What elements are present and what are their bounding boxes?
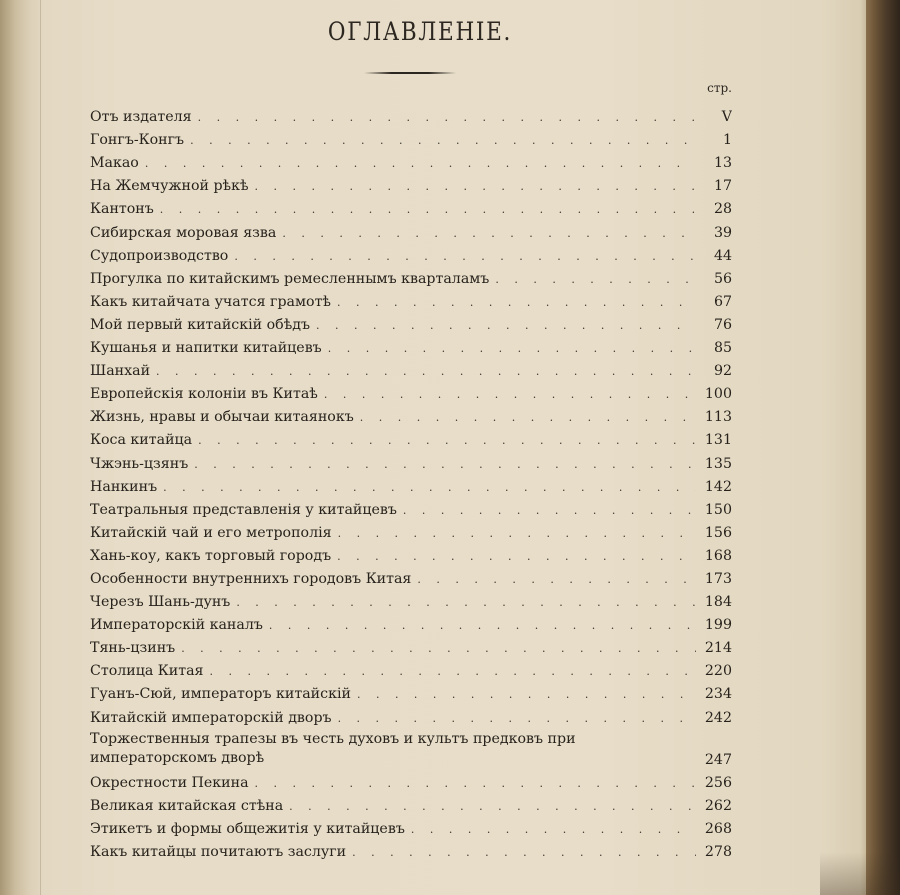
toc-entry[interactable] [90,379,732,402]
toc-entry-title: Европейскія колоніи въ Китаѣ [90,386,318,403]
dot-leader [249,777,696,791]
toc-entry-page: 13 [713,155,732,172]
toc-entry[interactable] [90,610,732,633]
dot-leader [332,712,696,726]
toc-entry-title: Этикетъ и формы общежитія у китайцевъ [90,820,405,837]
toc-entry-page: 100 [704,386,732,403]
toc-entry-page: 85 [713,340,732,357]
toc-entry[interactable] [90,541,732,564]
cover-corner-shadow [820,852,900,895]
toc-entry[interactable] [90,791,732,814]
toc-entry-page: 156 [704,524,732,541]
toc-entry[interactable] [90,264,732,287]
dot-leader [411,573,696,587]
toc-entry[interactable] [90,125,732,148]
toc-entry[interactable] [90,102,732,125]
toc-entry-title: Макао [90,155,139,172]
toc-entry-page: V [721,109,732,126]
dot-leader [346,846,696,860]
toc-entry-title: Мой первый китайскій обѣдъ [90,316,311,333]
toc-entry-page: 168 [704,547,732,564]
toc-entry[interactable] [90,726,732,768]
dot-leader [249,180,696,194]
dot-leader [331,296,696,310]
toc-entry[interactable] [90,656,732,679]
toc-entry-title: Особенности внутреннихъ городовъ Китая [90,570,412,587]
toc-entry-page: 256 [704,774,732,791]
toc-entry-title: Гуанъ-Сюй, императоръ китайскій [90,686,351,703]
toc-entry-title: Кантонъ [90,201,154,218]
toc-entry[interactable] [90,356,732,379]
page-title: ОГЛАВЛЕНІЕ. [327,17,513,46]
toc-entry-title: Гонгъ-Конгъ [90,132,185,149]
toc-entry[interactable] [90,448,732,471]
toc-entry-page: 131 [704,432,732,449]
dot-leader [318,388,696,402]
toc-entry[interactable] [90,587,732,610]
toc-entry-title: Кушанья и напитки китайцевъ [90,340,322,357]
toc-entry-title: Отъ издателя [90,109,192,126]
dot-leader [310,319,696,333]
toc-entry[interactable] [90,402,732,425]
toc-entry-title: Прогулка по китайскимъ ремесленнымъ кварталамъ [90,270,490,287]
toc-entry[interactable] [90,495,732,518]
toc-entry-title: Жизнь, нравы и обычаи китаянокъ [90,409,354,426]
toc-entry-title: Чжэнь-цзянъ [90,455,189,472]
toc-entry-page: 44 [713,247,732,264]
toc-entry-page: 142 [704,478,732,495]
toc-entry[interactable] [90,425,732,448]
toc-entry[interactable] [90,472,732,495]
toc-entry-title: Тянь-цзинъ [90,640,176,657]
dot-leader [489,273,696,287]
dot-leader [192,111,696,125]
toc-entry[interactable] [90,633,732,656]
toc-entry-page: 39 [713,224,732,241]
dot-leader [351,688,696,702]
toc-entry-page: 268 [704,820,732,837]
dot-leader [331,550,696,564]
toc-entry-page: 150 [704,501,732,518]
toc-entry[interactable] [90,217,732,240]
toc-entry-page: 113 [704,409,732,426]
toc-entry[interactable] [90,148,732,171]
toc-entry-title: Великая китайская стѣна [90,797,284,814]
book-gutter-shadow [0,0,44,895]
book-cover-edge [866,0,900,895]
toc-entry-title: Шанхай [90,363,151,380]
toc-entry-page: 173 [704,570,732,587]
toc-entry[interactable] [90,837,732,860]
toc-entry[interactable] [90,518,732,541]
toc-entry-title: Коса китайца [90,432,193,449]
toc-entry-title: Нанкинъ [90,478,158,495]
toc-entry-page: 199 [704,617,732,634]
toc-entry[interactable] [90,241,732,264]
dot-leader [139,157,696,171]
toc-entry-title: Столица Китая [90,663,204,680]
toc-entry-title: Черезъ Шань-дунъ [90,594,231,611]
toc-entry-title: Сибирская моровая язва [90,224,277,241]
toc-entry-page: 214 [704,640,732,657]
toc-entry-page: 184 [704,594,732,611]
dot-leader [276,227,696,241]
dot-leader [175,642,696,656]
toc-entry-title: Какъ китайцы почитаютъ заслуги [90,843,347,860]
dot-leader [283,800,696,814]
toc-entry-page: 17 [713,178,732,195]
dot-leader [354,411,696,425]
dot-leader [263,619,696,633]
toc-entry-page: 234 [704,686,732,703]
dot-leader [154,203,696,217]
toc-entry-page: 262 [704,797,732,814]
toc-entry[interactable] [90,679,732,702]
toc-entry-title: Китайскій императорскій дворъ [90,709,332,726]
toc-entry-page: 1 [722,132,732,149]
toc-entry-page: 67 [713,293,732,310]
dot-leader [397,504,696,518]
toc-entry-page: 28 [713,201,732,218]
toc-entry[interactable] [90,194,732,217]
toc-entry[interactable] [90,702,732,725]
toc-entry-title: Судопроизводство [90,247,229,264]
dot-leader [150,365,696,379]
page-column-header: стр. [707,81,732,95]
toc-entry[interactable] [90,310,732,333]
toc-entry-page: 247 [704,751,732,768]
toc-entry-title: Окрестности Пекина [90,774,249,791]
dot-leader [230,596,696,610]
toc-entry-title: Хань-коу, какъ торговый городъ [90,547,332,564]
dot-leader [188,458,696,472]
toc-entry-page: 135 [704,455,732,472]
toc-entry-title: Китайскій чай и его метрополія [90,524,332,541]
dot-leader [228,250,696,264]
toc-entry[interactable] [90,564,732,587]
dot-leader [322,342,696,356]
dot-leader [192,434,696,448]
toc-entry[interactable] [90,171,732,194]
dot-leader [405,823,696,837]
toc-entry-page: 56 [713,270,732,287]
table-of-contents [90,102,732,860]
gutter-fold-line [40,0,41,895]
toc-entry[interactable] [90,287,732,310]
dot-leader [184,134,696,148]
dot-leader [204,665,697,679]
toc-entry[interactable] [90,768,732,791]
dot-leader [157,481,696,495]
toc-entry-title: Театральныя представленія у китайцевъ [90,501,397,518]
toc-entry-page: 242 [704,709,732,726]
toc-entry-page: 76 [713,316,732,333]
toc-entry-title: Какъ китайчата учатся грамотѣ [90,293,331,310]
toc-entry-title: Торжественныя трапезы въ честь духовъ и культъ предковъ при императорскомъ дворѣ [90,730,576,766]
title-decorative-rule [364,72,456,74]
toc-entry-page: 92 [713,363,732,380]
dot-leader [332,527,696,541]
toc-entry-page: 278 [704,843,732,860]
toc-entry[interactable] [90,814,732,837]
toc-entry[interactable] [90,333,732,356]
toc-entry-title: На Жемчужной рѣкѣ [90,178,249,195]
toc-entry-title: Императорскій каналъ [90,617,263,634]
toc-entry-page: 220 [704,663,732,680]
